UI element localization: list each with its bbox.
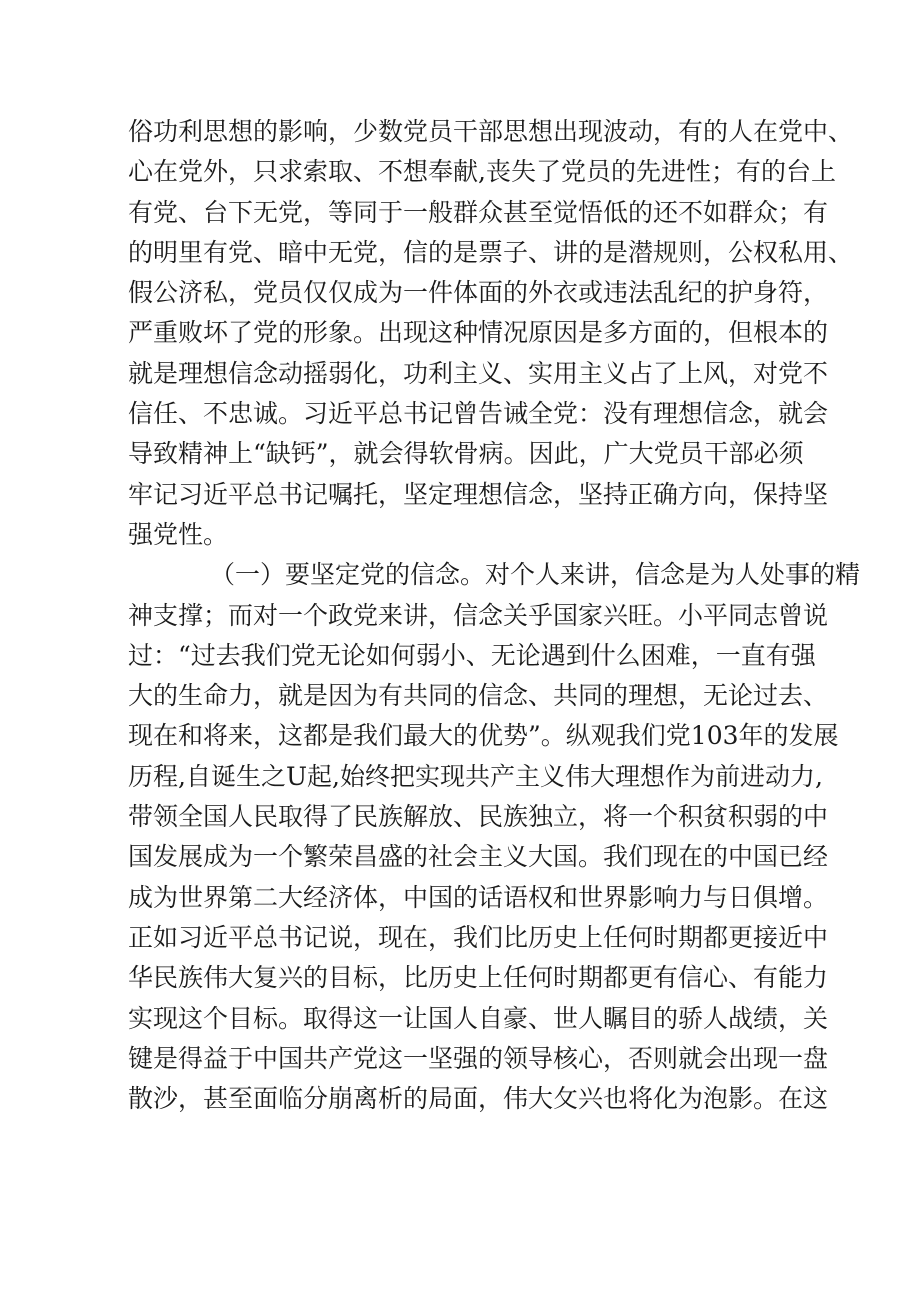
text-line: 导致精神上“缺钙”，就会得软骨病。因此，广大党员干部必须: [128, 439, 804, 469]
text-line: 键是得益于中国共产党这一坚强的领导核心，否则就会出现一盘: [128, 1043, 829, 1073]
text-line: 严重败坏了党的形象。出现这种情况原因是多方面的，但根本的: [128, 318, 829, 348]
body-text: [128, 112, 861, 1119]
text-line: 俗功利思想的影响，少数党员干部思想出现波动，有的人在党中、: [128, 117, 854, 146]
text-line: 历程,自诞生之U起,始终把实现共产主义伟大理想作为前进动力,: [128, 761, 823, 791]
text-line: 假公济私，党员仅仅成为一件体面的外衣或违法乱纪的护身符，: [128, 278, 829, 308]
text-line: 心在党外，只求索取、不想奉献,丧失了党员的先进性；有的台上: [128, 157, 836, 187]
text-line: 正如习近平总书记说，现在，我们比历史上任何时期都更接近中: [128, 922, 829, 952]
text-line: 信任、不忠诚。习近平总书记曾告诫全党：没有理想信念，就会: [128, 399, 829, 429]
text-line: 华民族伟大复兴的目标，比历史上任何时期都更有信心、有能力: [128, 963, 829, 993]
text-line: 成为世界第二大经济体，中国的话语权和世界影响力与日俱增。: [128, 882, 829, 912]
text-line: 带领全国人民取得了民族解放、民族独立，将一个积贫积弱的中: [128, 802, 829, 832]
text-line: 实现这个目标。取得这一让国人自豪、世人瞩目的骄人战绩，关: [128, 1003, 829, 1033]
paragraph-heading-line: （一）要坚定党的信念。对个人来讲，信念是为人处事的精: [210, 560, 861, 590]
text-line: 国发展成为一个繁荣昌盛的社会主义大国。我们现在的中国已经: [128, 842, 829, 872]
text-line: 就是理想信念动摇弱化，功利主义、实用主义占了上风，对党不: [128, 358, 829, 388]
text-line: 大的生命力，就是因为有共同的信念、共同的理想，无论过去、: [128, 681, 829, 711]
text-line: 牢记习近平总书记嘱托，坚定理想信念，坚持正确方向，保持坚: [128, 479, 829, 509]
text-line: 过：“过去我们党无论如何弱小、无论遇到什么困难，一直有强: [128, 640, 816, 670]
text-line: 神支撑；而对一个政党来讲，信念关乎国家兴旺。小平同志曾说: [128, 600, 829, 630]
text-line: 强党性。: [128, 519, 229, 549]
text-line: 有党、台下无党，等同于一般群众甚至觉悟低的还不如群众；有: [128, 197, 829, 227]
text-line: 现在和将来，这都是我们最大的优势”。纵观我们党103年的发展: [128, 721, 839, 751]
text-line: 的明里有党、暗中无党，信的是票子、讲的是潜规则，公权私用、: [128, 237, 854, 267]
text-line: 散沙，甚至面临分崩离析的局面，伟大攵兴也将化为泡影。在这: [128, 1084, 829, 1114]
